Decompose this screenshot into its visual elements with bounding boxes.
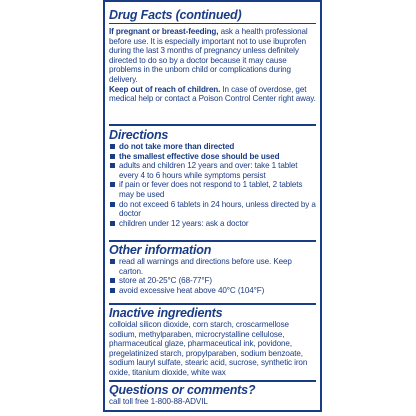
children-warning-text: In case of overdose, get medical help or contact a Poison Control Center right away.: [109, 84, 316, 104]
directions-title: Directions: [109, 128, 169, 142]
questions-phone: call toll free 1-800-88-ADVIL: [109, 397, 208, 406]
bullet-square-icon: [110, 163, 115, 168]
list-item: avoid excessive heat above 40°C (104°F): [109, 286, 316, 296]
list-item: do not take more than directed: [109, 142, 316, 152]
other-info-rule: [109, 240, 316, 242]
inactive-ingredients-title: Inactive ingredients: [109, 306, 223, 320]
bullet-square-icon: [110, 182, 115, 187]
warnings-section: [109, 27, 316, 121]
pregnancy-warning: [109, 27, 316, 85]
other-information-list: [109, 257, 316, 295]
list-item: children under 12 years: ask a doctor: [109, 219, 316, 229]
drug-facts-panel: [103, 0, 322, 412]
directions-rule: [109, 124, 316, 126]
inactive-ingredients-rule: [109, 303, 316, 305]
bullet-square-icon: [110, 154, 115, 159]
inactive-ingredients-section: [109, 306, 316, 380]
list-item: if pain or fever does not respond to 1 tablet, 2 tablets may be used: [109, 180, 316, 199]
drug-facts-title: Drug Facts: [109, 8, 173, 22]
list-item: adults and children 12 years and over: take 1 tablet every 4 to 6 hours while symptoms persist: [109, 161, 316, 180]
directions-section: [109, 128, 316, 240]
list-item: the smallest effective dose should be used: [109, 152, 316, 162]
bullet-square-icon: [110, 278, 115, 283]
pregnancy-warning-text: ask a health professional before use. It is especially important not to use ibuprofen during the last 3 months of pregnancy unless definitely directed to do so by a doctor because it may cause problems in the unborn child or complications during delivery.: [109, 27, 308, 84]
drug-facts-header: [109, 6, 316, 24]
list-item: read all warnings and directions before use. Keep carton.: [109, 257, 316, 276]
bullet-square-icon: [110, 288, 115, 293]
list-item: do not exceed 6 tablets in 24 hours, unless directed by a doctor: [109, 200, 316, 219]
inactive-ingredients-text: colloidal silicon dioxide, corn starch, croscarmellose sodium, methylparaben, microcrystalline cellulose, pharmaceutical glaze, pharmaceutical ink, povidone, pregelatinized starch, propylparaben, sodium benzoate, sodium lauryl sulfate, stearic acid, sucrose, synthetic iron oxide, titanium dioxide, white wax: [109, 320, 308, 377]
children-warning: [109, 85, 316, 104]
pregnancy-warning-lead: If pregnant or breast-feeding,: [109, 27, 219, 36]
header-rule: [109, 23, 316, 24]
questions-rule: [109, 380, 316, 382]
directions-list: [109, 142, 316, 228]
children-warning-lead: Keep out of reach of children.: [109, 84, 221, 94]
list-item: store at 20-25°C (68-77°F): [109, 276, 316, 286]
bullet-square-icon: [110, 221, 115, 226]
continued-label: (continued): [175, 8, 242, 22]
other-information-title: Other information: [109, 243, 212, 257]
bullet-square-icon: [110, 259, 115, 264]
bullet-square-icon: [110, 144, 115, 149]
bullet-square-icon: [110, 202, 115, 207]
questions-section: [109, 383, 316, 411]
questions-title: Questions or comments?: [109, 383, 256, 397]
other-information-section: [109, 243, 316, 303]
